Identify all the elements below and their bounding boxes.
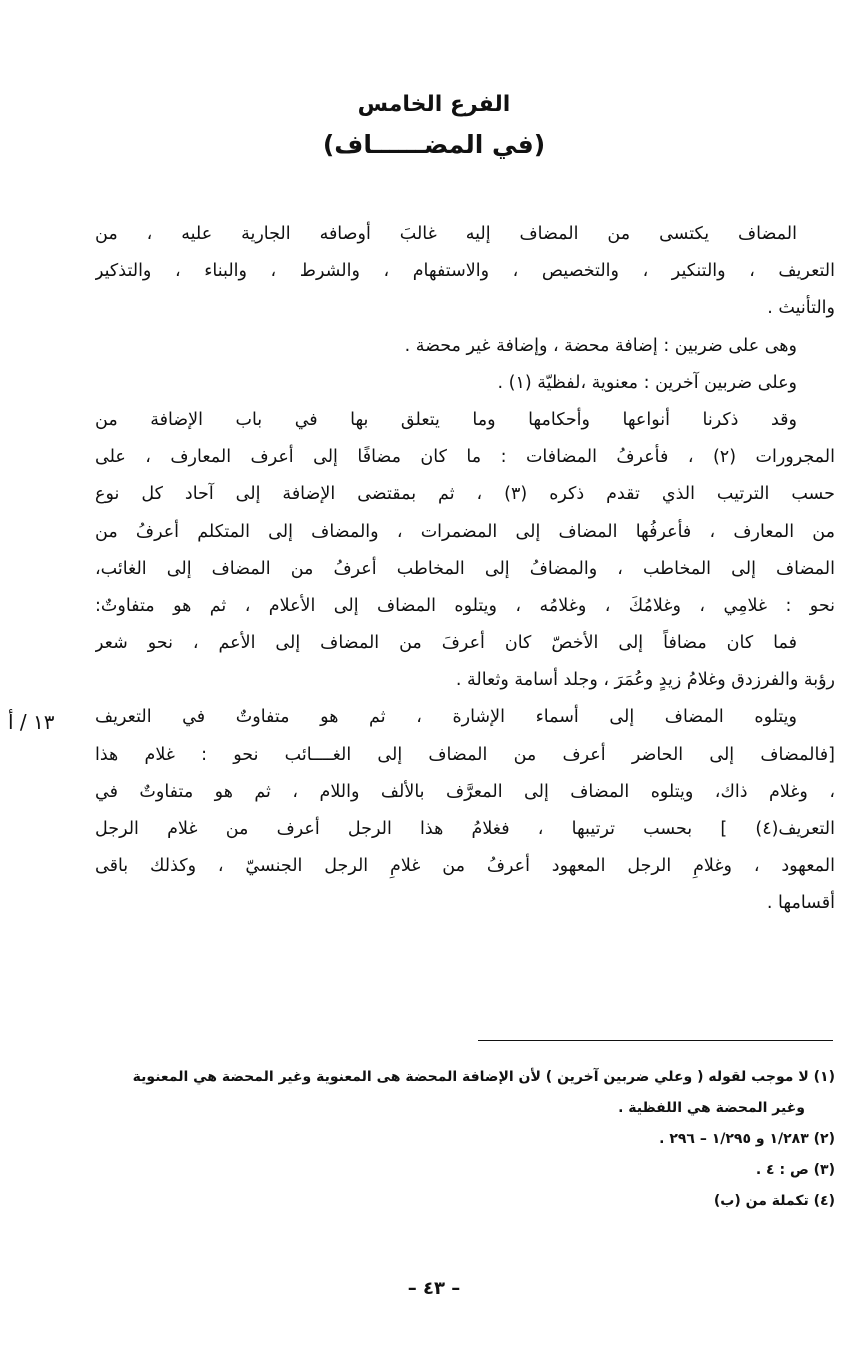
text-line: المضاف إلى المخاطب ، والمضافُ إلى المخاطب أعرفُ من المضاف إلى الغائب،	[95, 558, 835, 579]
text-line: التعريف ، والتنكير ، والتخصيص ، والاستفهام ، والشرط ، والبناء ، والتذكير	[95, 261, 835, 282]
text-line: ويتلوه المضاف إلى أسماء الإشارة ، ثم هو متفاوتٌ في التعريف	[95, 707, 797, 728]
manuscript-folio-marker: ١٣ / أ	[8, 710, 55, 734]
text-line: ، وغلام ذاك، ويتلوه المضاف إلى المعرَّف بالألف واللام ، ثم هو متفاوتٌ في	[95, 781, 835, 802]
topic-heading: (في المضــــــاف)	[322, 130, 546, 159]
text-line: رؤبة والفرزدق وغلامُ زيدٍ وعُمَرَ ، وجلد أسامة وثعالة .	[455, 670, 835, 691]
text-line: وقد ذكرنا أنواعها وأحكامها وما يتعلق بها في باب الإضافة من	[95, 409, 797, 430]
text-line: التعريف(٤) ] بحسب ترتيبها ، فغلامُ هذا الرجل أعرف من غلام الرجل	[95, 819, 835, 839]
footnote-4: (٤) تكملة من (ب)	[713, 1193, 835, 1209]
text-line: نحو : غلامِي ، وغلامُكَ ، وغلامُه ، ويتلوه المضاف إلى الأعلام ، ثم هو متفاوتٌ:	[95, 595, 835, 616]
text-line: المجرورات (٢) ، فأعرفُ المضافات : ما كان مضافًا إلى أعرف المعارف ، على	[95, 447, 835, 468]
text-line: والتأنيث .	[767, 298, 835, 319]
text-line: حسب الترتيب الذي تقدم ذكره (٣) ، ثم بمقتضى الإضافة إلى آحاد كل نوع	[95, 484, 835, 505]
footnotes	[85, 1062, 835, 1217]
text-line: أقسامها .	[766, 893, 835, 914]
text-line: وعلى ضربين آخرين : معنوية ،لفظيّة (١) .	[497, 372, 797, 393]
main-text	[95, 216, 835, 923]
text-line: وهى على ضربين : إضافة محضة ، وإضافة غير محضة .	[404, 335, 797, 356]
section-heading: الفرع الخامس	[357, 92, 511, 117]
footnote-1-continuation: وغير المحضة هي اللفظية .	[618, 1100, 805, 1116]
text-line: المضاف يكتسى من المضاف إليه غالبَ أوصافه الجارية عليه ، من	[95, 224, 797, 244]
text-line: فما كان مضافاً إلى الأخصّ كان أعرفَ من المضاف إلى الأعم ، نحو شعر	[95, 633, 797, 654]
text-line: من المعارف ، فأعرفُها المضاف إلى المضمرات ، والمضاف إلى المتكلم أعرفُ من	[95, 521, 835, 542]
footnote-divider	[478, 1040, 833, 1041]
text-line: [فالمضاف إلى الحاضر أعرف من المضاف إلى الغــــائب نحو : غلام هذا	[95, 744, 835, 765]
footnote-2: (٢) ١/٢٨٣ و ١/٢٩٥ – ٢٩٦ .	[659, 1131, 835, 1147]
footnote-1: (١) لا موجب لقوله ( وعلي ضربين آخرين ) لأن الإضافة المحضة هى المعنوية وغير المحضة هي المعنوية	[132, 1069, 835, 1085]
page-number: – ٤٣ –	[407, 1278, 461, 1299]
footnote-3: (٣) ص : ٤ .	[755, 1162, 835, 1178]
text-line: المعهود ، وغلامِ الرجل المعهود أعرفُ من غلامِ الرجل الجنسيّ ، وكذلك باقى	[95, 856, 835, 877]
